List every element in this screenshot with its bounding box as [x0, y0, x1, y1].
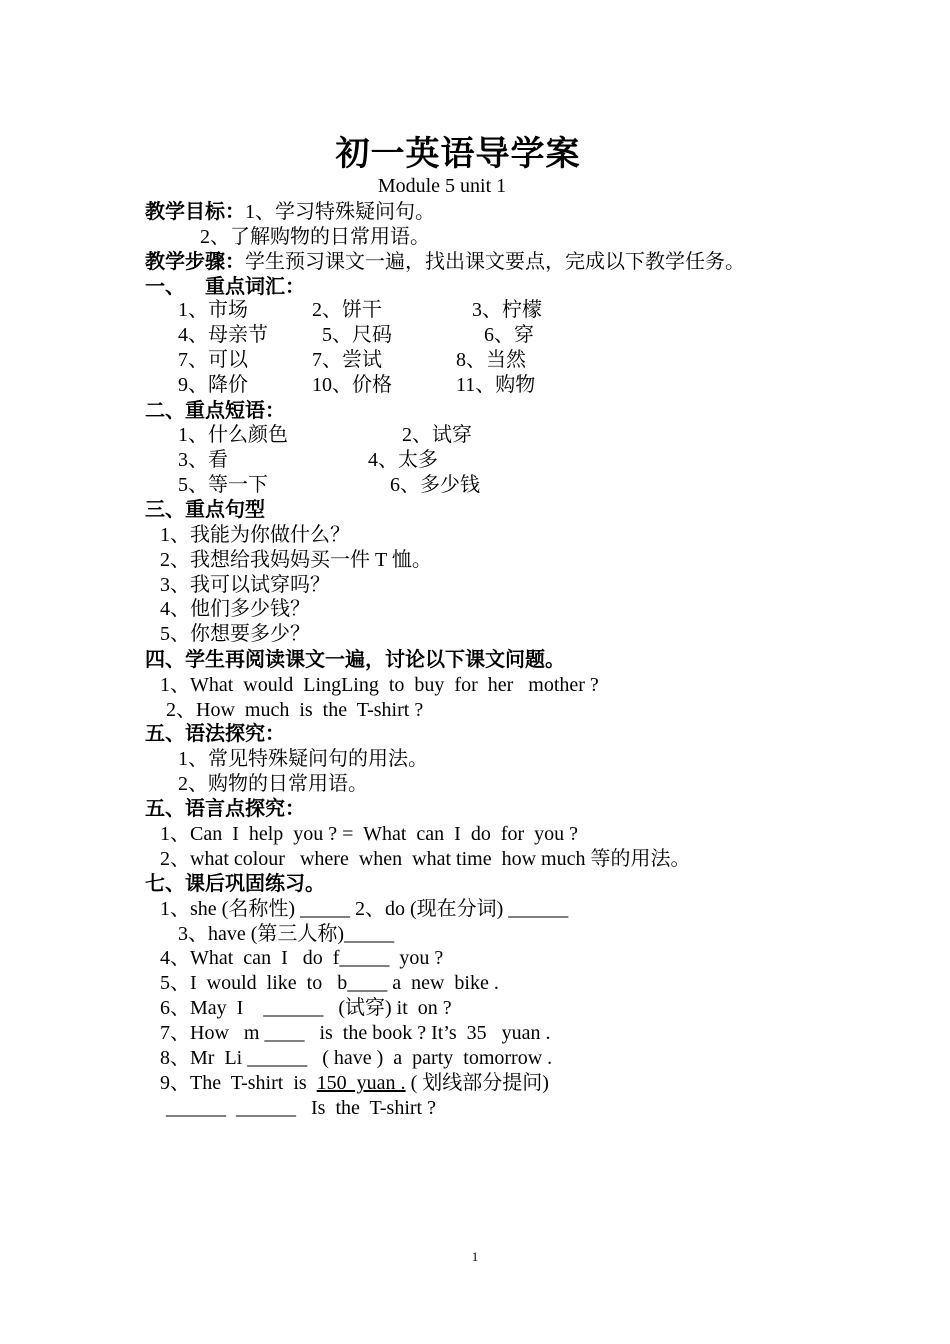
language-point-item: 1、Can I help you ? = What can I do for you ?: [160, 823, 579, 845]
page-title: 初一英语导学案: [335, 136, 581, 173]
exercise-item-prefix: 9、The T-shirt is: [160, 1072, 317, 1094]
question-item: 1、What would LingLing to buy for her mother ?: [160, 674, 599, 696]
vocab-item: 6、穿: [484, 324, 534, 346]
phrase-item: 2、试穿: [402, 424, 472, 446]
vocab-item: 7、可以: [178, 349, 248, 371]
page-number: 1: [471, 1249, 479, 1264]
vocab-item: 10、价格: [312, 374, 392, 396]
exercise-item: ______ ______ Is the T-shirt ?: [166, 1097, 436, 1119]
steps-text: 学生预习课文一遍，找出课文要点，完成以下教学任务。: [245, 251, 745, 273]
section-heading: 四、学生再阅读课文一遍，讨论以下课文问题。: [145, 649, 565, 671]
exercise-item: 8、Mr Li ______ ( have ) a party tomorrow .: [160, 1047, 553, 1069]
vocab-item: 9、降价: [178, 374, 248, 396]
section-heading: 五、语法探究：: [145, 723, 285, 745]
vocab-item: 7、尝试: [312, 349, 382, 371]
phrase-item: 1、什么颜色: [178, 424, 288, 446]
objectives-item: 2、了解购物的日常用语。: [200, 226, 430, 248]
phrase-item: 6、多少钱: [390, 474, 480, 496]
language-point-item: 2、what colour where when what time how much 等的用法。: [160, 848, 691, 870]
sentence-item: 3、我可以试穿吗？: [160, 574, 330, 596]
objectives-line: [145, 200, 435, 225]
section-heading: 七、课后巩固练习。: [145, 873, 325, 895]
exercise-item: [160, 1071, 549, 1096]
exercise-item: 3、have (第三人称)_____: [178, 923, 395, 945]
underlined-answer: 150 yuan .: [316, 1072, 406, 1094]
sentence-item: 4、他们多少钱？: [160, 598, 310, 620]
grammar-item: 2、购物的日常用语。: [178, 773, 368, 795]
grammar-item: 1、常见特殊疑问句的用法。: [178, 748, 428, 770]
exercise-item: 6、May I ______ (试穿) it on ?: [160, 997, 452, 1019]
exercise-item: 1、she (名称性) _____ 2、do (现在分词) ______: [160, 898, 569, 920]
vocab-item: 4、母亲节: [178, 324, 268, 346]
vocab-item: 1、市场: [178, 299, 248, 321]
exercise-item: 7、How m ____ is the book ? It’s 35 yuan .: [160, 1022, 551, 1044]
vocab-item: 3、柠檬: [472, 299, 542, 321]
exercise-item: 5、I would like to b____ a new bike .: [160, 972, 499, 994]
section-heading: 二、重点短语：: [145, 400, 285, 422]
vocab-item: 2、饼干: [312, 299, 382, 321]
question-item: 2、How much is the T-shirt ?: [166, 699, 424, 721]
sentence-item: 1、我能为你做什么？: [160, 524, 350, 546]
section-heading: 五、语言点探究：: [145, 798, 305, 820]
vocab-item: 8、当然: [456, 349, 526, 371]
sentence-item: 5、你想要多少？: [160, 623, 310, 645]
sentence-item: 2、我想给我妈妈买一件 T 恤。: [160, 549, 432, 571]
section-heading: 一、 重点词汇：: [145, 276, 305, 298]
vocab-item: 5、尺码: [322, 324, 392, 346]
objectives-label: 教学目标：: [145, 201, 245, 223]
exercise-item: 4、What can I do f_____ you ?: [160, 947, 444, 969]
page-subtitle: Module 5 unit 1: [377, 175, 507, 197]
steps-label: 教学步骤：: [145, 251, 245, 273]
section-heading: 三、重点句型: [145, 499, 265, 521]
phrase-item: 4、太多: [368, 449, 438, 471]
phrase-item: 3、看: [178, 449, 228, 471]
vocab-item: 11、购物: [456, 374, 536, 396]
objectives-item: 1、学习特殊疑问句。: [245, 201, 435, 223]
phrase-item: 5、等一下: [178, 474, 268, 496]
exercise-item-suffix: ( 划线部分提问): [405, 1072, 549, 1094]
steps-line: [145, 250, 745, 275]
